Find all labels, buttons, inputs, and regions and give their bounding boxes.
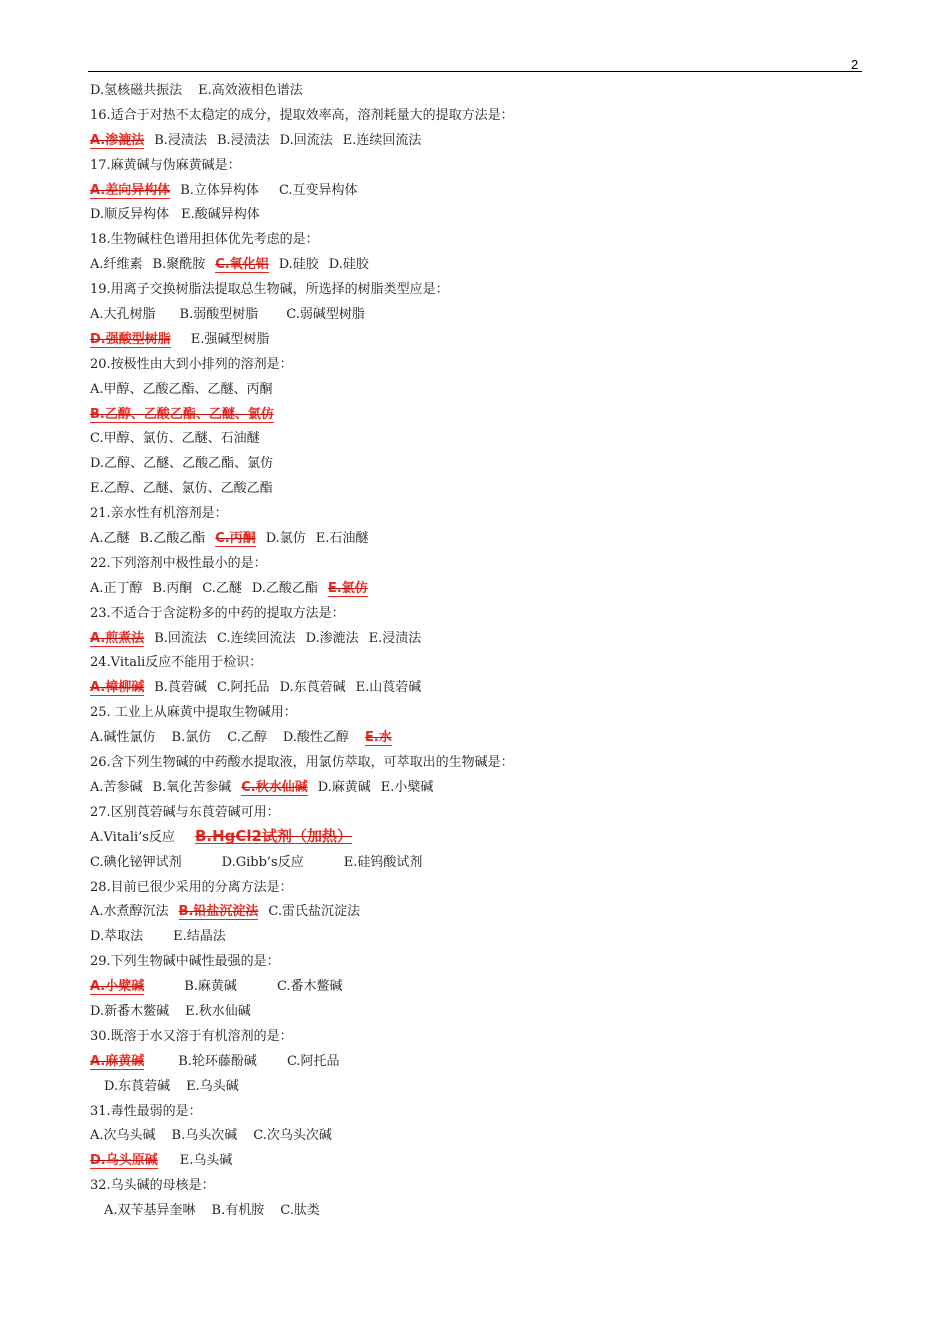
- text-line: [90, 577, 870, 602]
- line-text: B.乙酸乙酯: [139, 531, 206, 547]
- line-text: E.高效液相色谱法: [198, 83, 303, 98]
- line-text: A.正丁醇: [90, 580, 143, 596]
- marked-answer: C.丙酮: [215, 531, 256, 547]
- line-text: C.互变异构体: [278, 182, 358, 198]
- line-text: A.苦参碱: [90, 779, 143, 795]
- text-line: [90, 477, 870, 502]
- line-text: 21.亲水性有机溶剂是：: [90, 506, 228, 522]
- line-text: B.麻黄碱: [184, 979, 237, 995]
- line-text: A.水煮醇沉法: [90, 904, 169, 920]
- text-line: [90, 328, 870, 353]
- line-text: 23.不适合于含淀粉多的中药的提取方法是：: [90, 605, 345, 621]
- text-line: [90, 651, 870, 676]
- line-text: C.弱碱型树脂: [286, 307, 365, 323]
- marked-answer: A.小檗碱: [90, 979, 145, 995]
- line-text: 26.含下列生物碱的中药酸水提取液，用氯仿萃取，可萃取出的生物碱是：: [90, 755, 514, 771]
- line-text: 22.下列溶剂中极性最小的是：: [90, 555, 267, 571]
- question-list: [90, 79, 870, 1224]
- line-text: A.Vitali’s反应: [90, 829, 175, 845]
- line-text: D.麻黄碱: [317, 779, 371, 795]
- text-line: [90, 427, 870, 452]
- text-line: [90, 826, 870, 851]
- line-text: D.萃取法: [90, 929, 144, 945]
- text-line: [90, 179, 870, 204]
- line-text: A.大孔树脂: [90, 307, 156, 323]
- line-text: D.回流法: [279, 132, 333, 148]
- text-line: [90, 1050, 870, 1075]
- marked-answer: E.氯仿: [327, 580, 368, 596]
- line-text: B.回流法: [154, 630, 207, 646]
- text-line: [90, 353, 870, 378]
- line-text: B.轮环藤酚碱: [178, 1053, 257, 1069]
- marked-answer: B.HgCl2试剂（加热）: [194, 826, 352, 845]
- line-text: 25. 工业上从麻黄中提取生物碱用：: [90, 705, 297, 721]
- line-text: B.氯仿: [171, 730, 212, 746]
- line-text: A.双苄基异奎啉: [104, 1203, 196, 1219]
- text-line: [90, 900, 870, 925]
- text-line: [90, 552, 870, 577]
- line-text: D.乙酸乙酯: [251, 580, 318, 596]
- line-text: C.番木鳖碱: [276, 979, 343, 995]
- line-text: 24.Vitali反应不能用于检识：: [90, 655, 263, 671]
- header-rule: [88, 71, 862, 72]
- line-text: B.聚酰胺: [152, 257, 206, 273]
- line-text: C.乙醇: [227, 730, 267, 746]
- line-text: D.氯仿: [265, 531, 306, 547]
- text-line: [90, 403, 870, 428]
- line-text: E.强碱型树脂: [190, 331, 270, 347]
- line-text: B.弱酸型树脂: [179, 307, 259, 323]
- marked-answer: A.差向异构体: [90, 182, 171, 198]
- line-text: D.硅胶: [328, 257, 369, 273]
- line-text: E.石油醚: [315, 531, 369, 547]
- line-text: B.浸渍法: [154, 132, 207, 148]
- line-text: C.肽类: [280, 1203, 320, 1219]
- line-text: C.连续回流法: [216, 630, 296, 646]
- text-line: [90, 527, 870, 552]
- line-text: C.次乌头次碱: [253, 1128, 332, 1144]
- line-text: A.乙醚: [90, 531, 130, 547]
- line-text: C.雷氏盐沉淀法: [268, 904, 361, 920]
- text-line: [90, 129, 870, 154]
- text-line: [90, 303, 870, 328]
- line-text: 16.适合于对热不太稳定的成分，提取效率高，溶剂耗量大的提取方法是：: [90, 107, 514, 123]
- text-line: [90, 701, 870, 726]
- line-text: B.立体异构体: [180, 182, 259, 198]
- text-line: [90, 627, 870, 652]
- page-number: 2: [851, 57, 859, 72]
- text-line: [90, 801, 870, 826]
- text-line: [90, 1124, 870, 1149]
- marked-answer: A.煎煮法: [90, 630, 145, 646]
- text-line: [90, 1199, 870, 1224]
- text-line: [90, 1000, 870, 1025]
- line-text: A.次乌头碱: [90, 1128, 156, 1144]
- text-line: [90, 876, 870, 901]
- line-text: B.浸渍法: [216, 132, 270, 148]
- line-text: D.东莨菪碱: [104, 1078, 171, 1094]
- marked-answer: E.水: [364, 730, 392, 746]
- marked-answer: D.强酸型树脂: [90, 331, 171, 347]
- line-text: D.乙醇、乙醚、乙酸乙酯、氯仿: [90, 456, 274, 472]
- marked-answer: A.渗漉法: [90, 132, 145, 148]
- line-text: B.氧化苦参碱: [152, 779, 232, 795]
- marked-answer: B.乙醇、乙酸乙酯、乙醚、氯仿: [90, 406, 274, 422]
- text-line: [90, 79, 870, 104]
- line-text: C.碘化铋钾试剂: [90, 854, 182, 870]
- line-text: E.乌头碱: [186, 1078, 239, 1094]
- line-text: E.硅钨酸试剂: [343, 854, 423, 870]
- line-text: C.甲醇、氯仿、乙醚、石油醚: [90, 431, 260, 447]
- line-text: A.甲醇、乙酸乙酯、乙醚、丙酮: [90, 381, 273, 397]
- line-text: D.东莨菪碱: [279, 680, 346, 696]
- marked-answer: A.麻黄碱: [90, 1053, 145, 1069]
- marked-answer: D.乌头原碱: [90, 1153, 158, 1169]
- text-line: [90, 203, 870, 228]
- marked-answer: A.樟柳碱: [90, 680, 145, 696]
- text-line: [90, 950, 870, 975]
- line-text: D.新番木鳖碱: [90, 1003, 170, 1019]
- text-line: [90, 378, 870, 403]
- line-text: D.氢核磁共振法: [90, 83, 183, 98]
- line-text: D.渗漉法: [305, 630, 359, 646]
- line-text: 31.毒性最弱的是：: [90, 1103, 202, 1119]
- line-text: C.阿托品: [286, 1053, 340, 1069]
- line-text: E.酸碱异构体: [181, 207, 260, 223]
- marked-answer: B.铅盐沉淀法: [178, 904, 259, 920]
- line-text: E.小檗碱: [380, 779, 434, 795]
- line-text: E.连续回流法: [342, 132, 422, 148]
- line-text: D.Gibb’s反应: [221, 854, 304, 870]
- text-line: [90, 751, 870, 776]
- line-text: A.碱性氯仿: [90, 730, 156, 746]
- line-text: E.乌头碱: [179, 1153, 233, 1169]
- text-line: [90, 502, 870, 527]
- text-line: [90, 278, 870, 303]
- line-text: E.山莨菪碱: [355, 680, 422, 696]
- text-line: [90, 104, 870, 129]
- line-text: 27.区别莨菪碱与东莨菪碱可用：: [90, 804, 280, 820]
- text-line: [90, 154, 870, 179]
- text-line: [90, 253, 870, 278]
- line-text: B.丙酮: [152, 580, 193, 596]
- line-text: 20.按极性由大到小排列的溶剂是：: [90, 356, 293, 372]
- text-line: [90, 851, 870, 876]
- text-line: [90, 602, 870, 627]
- line-text: D.硅胶: [278, 257, 319, 273]
- line-text: E.乙醇、乙醚、氯仿、乙酸乙酯: [90, 481, 273, 497]
- text-line: [90, 726, 870, 751]
- line-text: E.浸渍法: [368, 630, 422, 646]
- line-text: B.有机胺: [211, 1203, 265, 1219]
- line-text: 30.既溶于水又溶于有机溶剂的是：: [90, 1028, 293, 1044]
- text-line: [90, 452, 870, 477]
- line-text: A.纤维素: [90, 257, 143, 273]
- text-line: [90, 776, 870, 801]
- line-text: 17.麻黄碱与伪麻黄碱是：: [90, 157, 241, 173]
- line-text: E.秋水仙碱: [185, 1003, 251, 1019]
- line-text: C.阿托品: [216, 680, 270, 696]
- line-text: B.莨菪碱: [154, 680, 207, 696]
- line-text: B.乌头次碱: [171, 1128, 238, 1144]
- line-text: C.乙醚: [202, 580, 242, 596]
- text-line: [90, 1025, 870, 1050]
- text-line: [90, 1149, 870, 1174]
- line-text: 29.下列生物碱中碱性最强的是：: [90, 954, 280, 970]
- text-line: [90, 228, 870, 253]
- text-line: [90, 676, 870, 701]
- text-line: [90, 925, 870, 950]
- text-line: [90, 975, 870, 1000]
- line-text: 18.生物碱柱色谱用担体优先考虑的是：: [90, 232, 319, 248]
- text-line: [90, 1174, 870, 1199]
- marked-answer: C.秋水仙碱: [241, 779, 308, 795]
- text-line: [90, 1100, 870, 1125]
- text-line: [90, 1075, 870, 1100]
- line-text: D.顺反异构体: [90, 207, 170, 223]
- line-text: 19.用离子交换树脂法提取总生物碱，所选择的树脂类型应是：: [90, 282, 449, 298]
- marked-answer: C.氧化铝: [215, 257, 269, 273]
- line-text: D.酸性乙醇: [282, 730, 349, 746]
- line-text: 28.目前已很少采用的分离方法是：: [90, 879, 293, 895]
- line-text: 32.乌头碱的母核是：: [90, 1178, 215, 1194]
- line-text: E.结晶法: [173, 929, 226, 945]
